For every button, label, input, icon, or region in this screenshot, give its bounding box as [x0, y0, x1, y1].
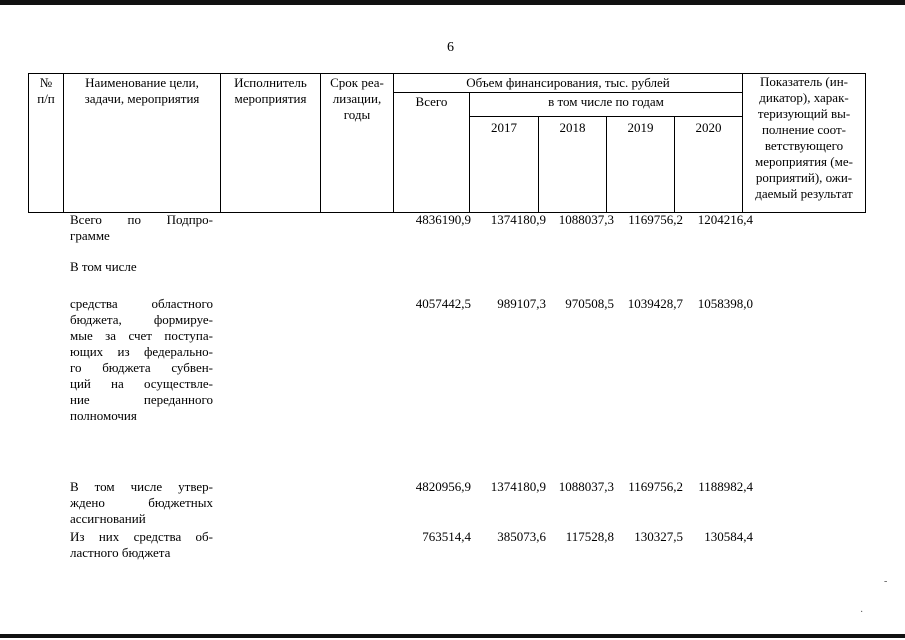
- header-year-2017: 2017: [470, 117, 539, 213]
- row-regional-2020: 1058398,0: [697, 296, 753, 311]
- row-regional-2017: 989107,3: [497, 296, 546, 311]
- row-approved-2017: 1374180,9: [490, 479, 546, 494]
- header-indicator: Показатель (ин- дикатор), харак- теризующий вы- полнение соот- ветствующего мероприятия (ме- роприятий), ожи- даемый результат: [743, 74, 866, 213]
- header-year-2018: 2018: [539, 117, 607, 213]
- header-term: Срок реа- лизации, годы: [321, 74, 394, 213]
- row-total-label: Всего по Подпро- грамме: [70, 212, 213, 243]
- row-approved-all: 4820956,9: [415, 479, 471, 494]
- header-executor: Исполнитель мероприятия: [221, 74, 321, 213]
- header-num: № п/п: [29, 74, 64, 213]
- table-header: [28, 73, 866, 213]
- row-regional-2018: 970508,5: [565, 296, 614, 311]
- header-year-2019: 2019: [607, 117, 675, 213]
- top-border: [0, 0, 905, 5]
- row-of-which-2018: 117528,8: [565, 529, 614, 544]
- row-total-2017: 1374180,9: [490, 212, 546, 227]
- scan-speck: ·: [860, 607, 864, 618]
- row-total-all: 4836190,9: [415, 212, 471, 227]
- row-including-label: В том числе: [70, 259, 137, 274]
- row-regional-label: средства областного бюджета, формируе- мые за счет поступа- ющих из федерально- го бюджета субвен- ций на осуществле- ние переданного полномочия: [70, 296, 213, 423]
- row-total-2019: 1169756,2: [628, 212, 683, 227]
- row-approved-2020: 1188982,4: [698, 479, 753, 494]
- bottom-border: [0, 634, 905, 638]
- header-name: Наименование цели, задачи, мероприятия: [64, 74, 221, 213]
- header-financing: Объем финансирования, тыс. рублей: [394, 74, 743, 93]
- row-approved-2019: 1169756,2: [628, 479, 683, 494]
- row-of-which-2019: 130327,5: [634, 529, 683, 544]
- row-of-which-all: 763514,4: [422, 529, 471, 544]
- row-of-which-label: Из них средства об- ластного бюджета: [70, 529, 213, 560]
- header-year-2020: 2020: [675, 117, 743, 213]
- scan-speck: -: [884, 576, 888, 587]
- row-regional-all: 4057442,5: [415, 296, 471, 311]
- row-approved-2018: 1088037,3: [558, 479, 614, 494]
- page-number: 6: [447, 40, 454, 55]
- row-of-which-2017: 385073,6: [497, 529, 546, 544]
- row-approved-label: В том числе утвер- ждено бюджетных ассигнований: [70, 479, 213, 526]
- row-regional-2019: 1039428,7: [627, 296, 683, 311]
- row-total-2018: 1088037,3: [558, 212, 614, 227]
- header-total: Всего: [394, 93, 470, 213]
- row-total-2020: 1204216,4: [697, 212, 753, 227]
- header-by-years: в том числе по годам: [470, 93, 743, 117]
- row-of-which-2020: 130584,4: [704, 529, 753, 544]
